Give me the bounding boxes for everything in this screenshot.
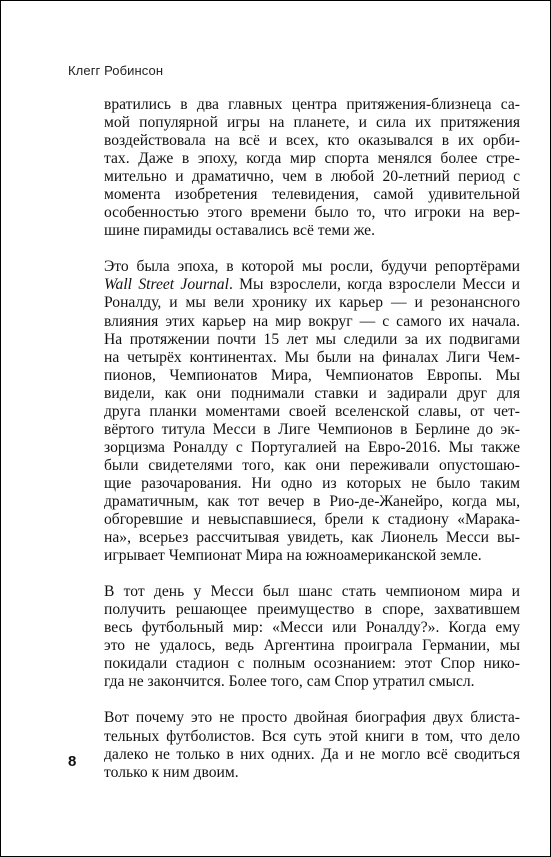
- paragraph-2: [104, 258, 520, 565]
- text-line: тах. Даже в эпоху, когда мир спорта менялся более стре-: [104, 150, 520, 168]
- text-line: покидали стадион с полным осознанием: этот Спор нико-: [104, 655, 520, 673]
- text-line: воздействовала на всё и всех, кто оказывался в их орби-: [104, 132, 520, 150]
- text-line: особенностью этого времени было то, что игроки на вер-: [104, 204, 520, 222]
- text-line: пионов, Чемпионатов Мира, Чемпионатов Европы. Мы: [104, 366, 520, 384]
- page-number: 8: [68, 753, 77, 770]
- text-line: это не удалось, ведь Аргентина проиграла Германии, мы: [104, 637, 520, 655]
- text-line: мительно и драматично, чем в любой 20-летний период с: [104, 168, 520, 186]
- text-line: драматичным, как тот вечер в Рио-де-Жанейро, когда мы,: [104, 492, 520, 510]
- running-header-author: Клегг Робинсон: [68, 63, 164, 78]
- text-line: игрывает Чемпионат Мира на южноамериканской земле.: [104, 547, 482, 565]
- text-line: зорцизма Роналду с Португалией на Евро-2016. Мы также: [104, 438, 520, 456]
- text-line: были свидетелями того, как они переживали опустошаю-: [104, 456, 520, 474]
- text-line: друга планки моментами своей вселенской славы, от чет-: [104, 402, 520, 420]
- text-line: весь футбольный мир: «Месси или Роналду?». Когда ему: [104, 619, 520, 637]
- text-line: На протяжении почти 15 лет мы следили за их подвигами: [104, 330, 520, 348]
- text-line: мой популярной игры на планете, и сила их притяжения: [104, 114, 520, 132]
- text-line-italic-title: [104, 276, 520, 294]
- text-line: тельных футболистов. Вся суть этой книги в том, что дело: [104, 727, 520, 745]
- text-line: щие разочарования. Ни одно из которых не было таким: [104, 474, 520, 492]
- text-line: видели, как они поднимали ставки и задирали друг для: [104, 384, 520, 402]
- text-line: В тот день у Месси был шанс стать чемпионом мира и: [104, 583, 520, 601]
- text-line: обгоревшие и невыспавшиеся, брели к стадиону «Марака-: [104, 511, 520, 529]
- text-line: Это была эпоха, в которой мы росли, будучи репортёрами: [104, 258, 520, 276]
- paragraph-3: [104, 583, 520, 691]
- text-line: Роналду, и мы вели хронику их карьер — и резонансного: [104, 294, 520, 312]
- text-line: только к ним двоим.: [104, 763, 239, 781]
- paragraph-4: [104, 709, 520, 781]
- text-line: влияния этих карьер на мир вокруг — с самого их начала.: [104, 312, 520, 330]
- text-line: далеко не только в них одних. Да и не могло всё сводиться: [104, 745, 520, 763]
- text-line: получить решающее преимущество в споре, захватившем: [104, 601, 520, 619]
- text-line: Вот почему это не просто двойная биография двух блиста-: [104, 709, 520, 727]
- text-line: вратились в два главных центра притяжения-близнеца са-: [104, 96, 520, 113]
- text-line: на четырёх континентах. Мы были на финалах Лиги Чем-: [104, 348, 520, 366]
- text-line: шине пирамиды оставались всё теми же.: [104, 222, 376, 240]
- publication-title: Wall Street Journal: [104, 276, 229, 294]
- body-text: [104, 96, 520, 782]
- text-line: вёртого титула Месси в Лиге Чемпионов в Берлине до эк-: [104, 420, 520, 438]
- paragraph-1: [104, 96, 520, 240]
- text-line-rest: . Мы взрослели, когда взрослели Месси и: [228, 276, 520, 294]
- text-line: на», всерьез рассчитывая увидеть, как Лионель Месси вы-: [104, 529, 520, 547]
- text-line: момента изобретения телевидения, самой удивительной: [104, 186, 520, 204]
- text-line: гда не закончится. Более того, сам Спор утратил смысл.: [104, 673, 475, 691]
